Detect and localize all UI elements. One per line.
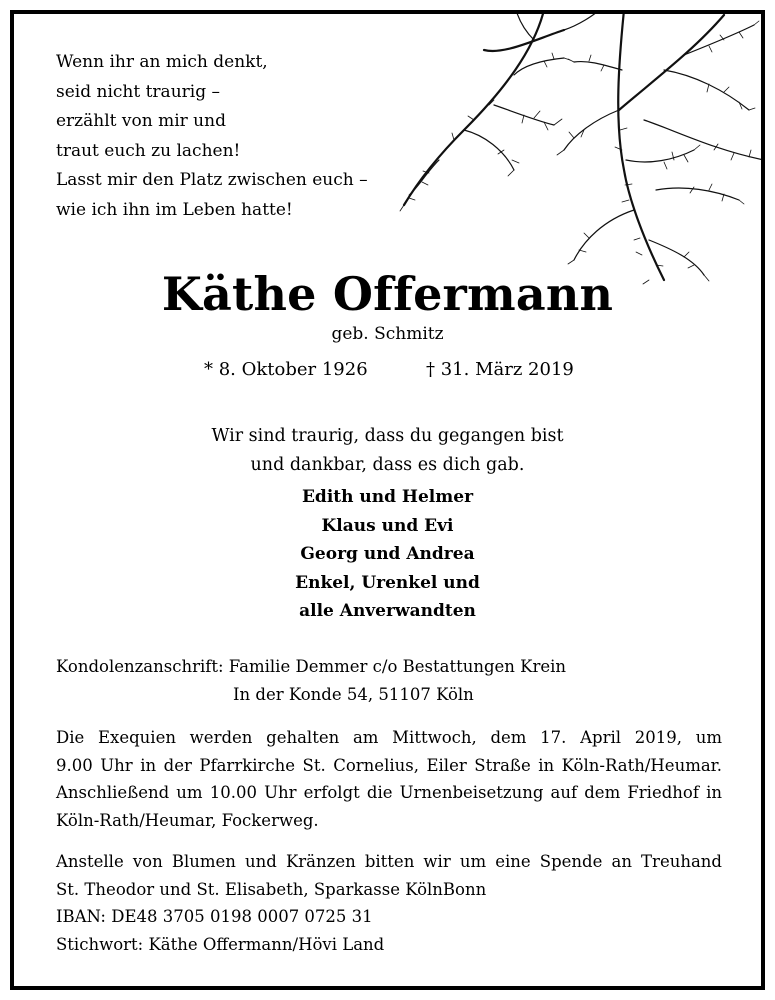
mourner-entry: Georg und Andrea: [300, 544, 475, 564]
tree-branches-illustration: [394, 10, 765, 300]
poem-line: seid nicht traurig –: [56, 81, 220, 102]
poem-line: Lasst mir den Platz zwischen euch –: [56, 170, 368, 190]
condolence-address: [56, 653, 566, 708]
mourner-entry: Enkel, Urenkel und: [295, 572, 480, 593]
mourning-quote: [14, 422, 761, 480]
mourner-entry: Edith und Helmer: [301, 487, 474, 507]
poem-line: erzählt von mir und: [56, 111, 226, 131]
deceased-name: Käthe Offermann: [161, 267, 614, 321]
poem-line: Wenn ihr an mich denkt,: [56, 52, 268, 72]
mourner-entry: Klaus und Evi: [321, 515, 454, 536]
donation-info: [56, 848, 722, 958]
death-date: † 31. März 2019: [426, 359, 574, 380]
funeral-service-info: [56, 724, 722, 834]
poem-line: traut euch zu lachen!: [56, 140, 241, 161]
memorial-poem: [56, 48, 368, 225]
mourner-entry: alle Anverwandten: [299, 601, 476, 621]
donation-line: St. Theodor und St. Elisabeth, Sparkasse KölnBonn: [56, 879, 487, 899]
obituary-notice: [10, 10, 765, 990]
quote-line: Wir sind traurig, dass du gegangen bist: [211, 426, 564, 446]
birth-date: * 8. Oktober 1926: [204, 359, 368, 380]
service-line: Köln-Rath/Heumar, Fockerweg.: [56, 810, 319, 830]
poem-line: wie ich ihn im Leben hatte!: [56, 199, 293, 220]
quote-line: und dankbar, dass es dich gab.: [250, 455, 525, 475]
donation-keyword: Stichwort: Käthe Offermann/Hövi Land: [56, 934, 385, 954]
mourners-list: [14, 483, 761, 626]
birth-name: geb. Schmitz: [331, 324, 444, 344]
condolence-street: In der Konde 54, 51107 Köln: [233, 684, 474, 704]
condolence-line: Kondolenzanschrift: Familie Demmer c/o Bestattungen Krein: [56, 657, 567, 676]
service-line: 9.00 Uhr in der Pfarrkirche St. Cornelius, Eiler Straße in Köln-Rath/Heumar.: [56, 755, 722, 775]
iban: IBAN: DE48 3705 0198 0007 0725 31: [56, 907, 373, 926]
donation-line: Anstelle von Blumen und Kränzen bitten wir um eine Spende an Treuhand: [56, 852, 722, 871]
service-line: Anschließend um 10.00 Uhr erfolgt die Urnenbeisetzung auf dem Friedhof in: [56, 783, 722, 802]
service-line: Die Exequien werden gehalten am Mittwoch, dem 17. April 2019, um: [56, 728, 722, 747]
